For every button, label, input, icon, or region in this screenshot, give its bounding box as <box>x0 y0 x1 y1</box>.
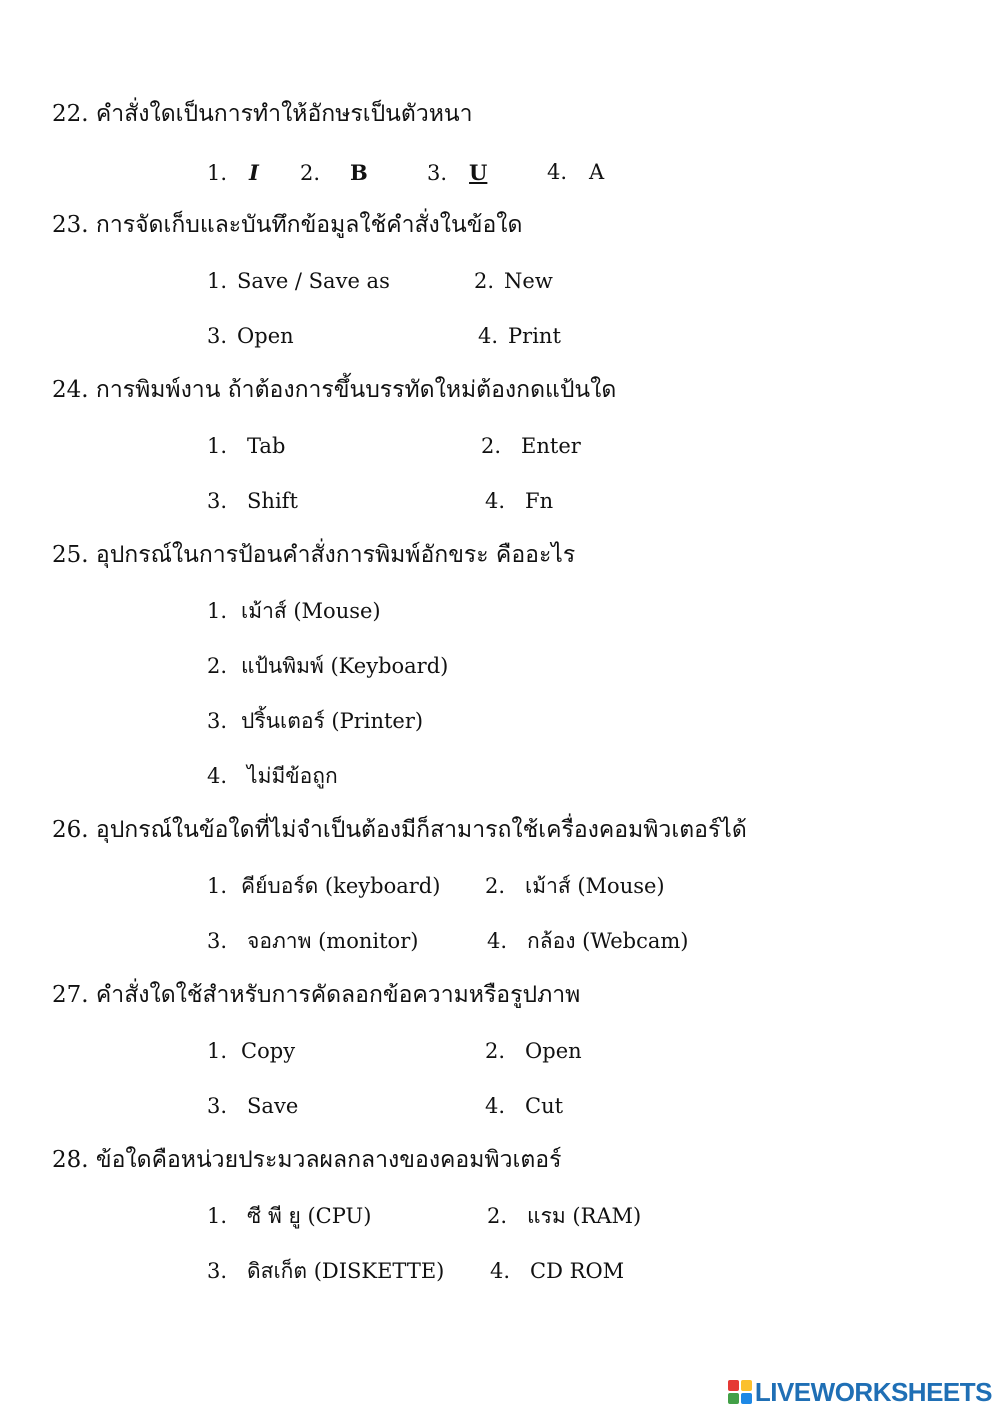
bold-option-text: B <box>350 160 368 185</box>
liveworksheets-logo-icon <box>728 1380 752 1404</box>
option-number: 4. <box>490 1259 511 1283</box>
question-28: 28. ข้อใดคือหน่วยประมวลผลกลางของคอมพิวเตอร์ <box>52 1147 562 1173</box>
option-25-2[interactable] <box>207 656 448 677</box>
option-23-2[interactable] <box>474 271 553 292</box>
option-22-3[interactable] <box>427 162 487 184</box>
option-number: 1. <box>207 1039 228 1063</box>
option-number: 3. <box>207 324 228 348</box>
option-text: เม้าส์ (Mouse) <box>241 599 381 623</box>
question-25: 25. อุปกรณ์ในการป้อนคำสั่งการพิมพ์อักขระ คืออะไร <box>52 542 576 568</box>
option-28-1[interactable] <box>207 1206 371 1227</box>
option-number: 3. <box>207 1259 228 1283</box>
option-number: 3. <box>207 1094 228 1118</box>
question-23: 23. การจัดเก็บและบันทึกข้อมูลใช้คำสั่งในข้อใด <box>52 212 523 238</box>
underline-option-text: U <box>469 160 488 185</box>
option-number: 2. <box>474 269 495 293</box>
option-text: ซี พี ยู (CPU) <box>247 1204 372 1228</box>
option-27-3[interactable] <box>207 1096 298 1117</box>
option-text: Shift <box>247 489 298 513</box>
option-28-3[interactable] <box>207 1261 444 1282</box>
option-26-1[interactable] <box>207 876 440 897</box>
option-text: Cut <box>525 1094 564 1118</box>
option-number: 2. <box>481 434 502 458</box>
option-text: A <box>589 160 605 184</box>
option-27-2[interactable] <box>485 1041 582 1062</box>
option-number: 1. <box>207 434 228 458</box>
logo-square-green <box>728 1393 739 1404</box>
option-text: Open <box>525 1039 582 1063</box>
option-text: ไม่มีข้อถูก <box>247 764 338 788</box>
option-28-4[interactable] <box>490 1261 624 1282</box>
option-25-4[interactable] <box>207 766 338 787</box>
option-number: 4. <box>547 160 568 184</box>
option-number: 4. <box>485 489 506 513</box>
option-23-4[interactable] <box>478 326 561 347</box>
liveworksheets-brand[interactable] <box>728 1377 992 1407</box>
option-number: 4. <box>478 324 499 348</box>
option-number: 3. <box>207 709 228 733</box>
option-text: Enter <box>521 434 581 458</box>
option-25-3[interactable] <box>207 711 423 732</box>
option-number: 1. <box>207 1204 228 1228</box>
option-number: 2. <box>207 654 228 678</box>
option-22-4[interactable] <box>547 162 604 183</box>
option-27-1[interactable] <box>207 1041 295 1062</box>
option-number: 3. <box>427 161 448 185</box>
option-number: 1. <box>207 161 228 185</box>
option-text: เม้าส์ (Mouse) <box>525 874 665 898</box>
option-text: กล้อง (Webcam) <box>527 929 689 953</box>
option-number: 2. <box>485 1039 506 1063</box>
option-number: 1. <box>207 599 228 623</box>
option-text: ดิสเก็ต (DISKETTE) <box>247 1259 445 1283</box>
option-26-3[interactable] <box>207 931 418 952</box>
option-26-4[interactable] <box>487 931 689 952</box>
option-number: 4. <box>487 929 508 953</box>
option-text: แรม (RAM) <box>527 1204 642 1228</box>
option-text: Copy <box>241 1039 296 1063</box>
logo-square-red <box>728 1380 739 1391</box>
question-24: 24. การพิมพ์งาน ถ้าต้องการขึ้นบรรทัดใหม่ต้องกดแป้นใด <box>52 377 617 403</box>
question-22: 22. คำสั่งใดเป็นการทำให้อักษรเป็นตัวหนา <box>52 101 473 127</box>
option-27-4[interactable] <box>485 1096 563 1117</box>
option-text: Tab <box>247 434 286 458</box>
option-28-2[interactable] <box>487 1206 641 1227</box>
italic-option-text: I <box>249 160 259 185</box>
option-text: จอภาพ (monitor) <box>247 929 419 953</box>
option-number: 2. <box>300 161 321 185</box>
option-number: 4. <box>207 764 228 788</box>
option-22-2[interactable] <box>300 162 368 184</box>
brand-wordmark: LIVEWORKSHEETS <box>754 1376 992 1407</box>
option-number: 3. <box>207 489 228 513</box>
option-25-1[interactable] <box>207 601 381 622</box>
option-22-1[interactable] <box>207 162 259 184</box>
option-24-3[interactable] <box>207 491 298 512</box>
option-text: New <box>504 269 553 293</box>
question-27: 27. คำสั่งใดใช้สำหรับการคัดลอกข้อความหรือรูปภาพ <box>52 982 581 1008</box>
option-text: Fn <box>525 489 554 513</box>
option-24-2[interactable] <box>481 436 581 457</box>
option-number: 3. <box>207 929 228 953</box>
option-number: 2. <box>485 874 506 898</box>
option-number: 4. <box>485 1094 506 1118</box>
option-text: ปริ้นเตอร์ (Printer) <box>241 709 424 733</box>
logo-square-blue <box>741 1393 752 1404</box>
option-24-1[interactable] <box>207 436 285 457</box>
option-text: แป้นพิมพ์ (Keyboard) <box>241 654 449 678</box>
option-23-1[interactable] <box>207 271 390 292</box>
option-text: Save <box>247 1094 299 1118</box>
option-text: CD ROM <box>530 1259 625 1283</box>
option-number: 1. <box>207 269 228 293</box>
option-text: Print <box>508 324 561 348</box>
option-number: 2. <box>487 1204 508 1228</box>
option-26-2[interactable] <box>485 876 665 897</box>
option-24-4[interactable] <box>485 491 553 512</box>
option-23-3[interactable] <box>207 326 294 347</box>
question-26: 26. อุปกรณ์ในข้อใดที่ไม่จำเป็นต้องมีก็สามารถใช้เครื่องคอมพิวเตอร์ได้ <box>52 817 747 843</box>
option-number: 1. <box>207 874 228 898</box>
option-text: Save / Save as <box>237 269 390 293</box>
logo-square-yellow <box>741 1380 752 1391</box>
option-text: คีย์บอร์ด (keyboard) <box>241 874 441 898</box>
option-text: Open <box>237 324 294 348</box>
